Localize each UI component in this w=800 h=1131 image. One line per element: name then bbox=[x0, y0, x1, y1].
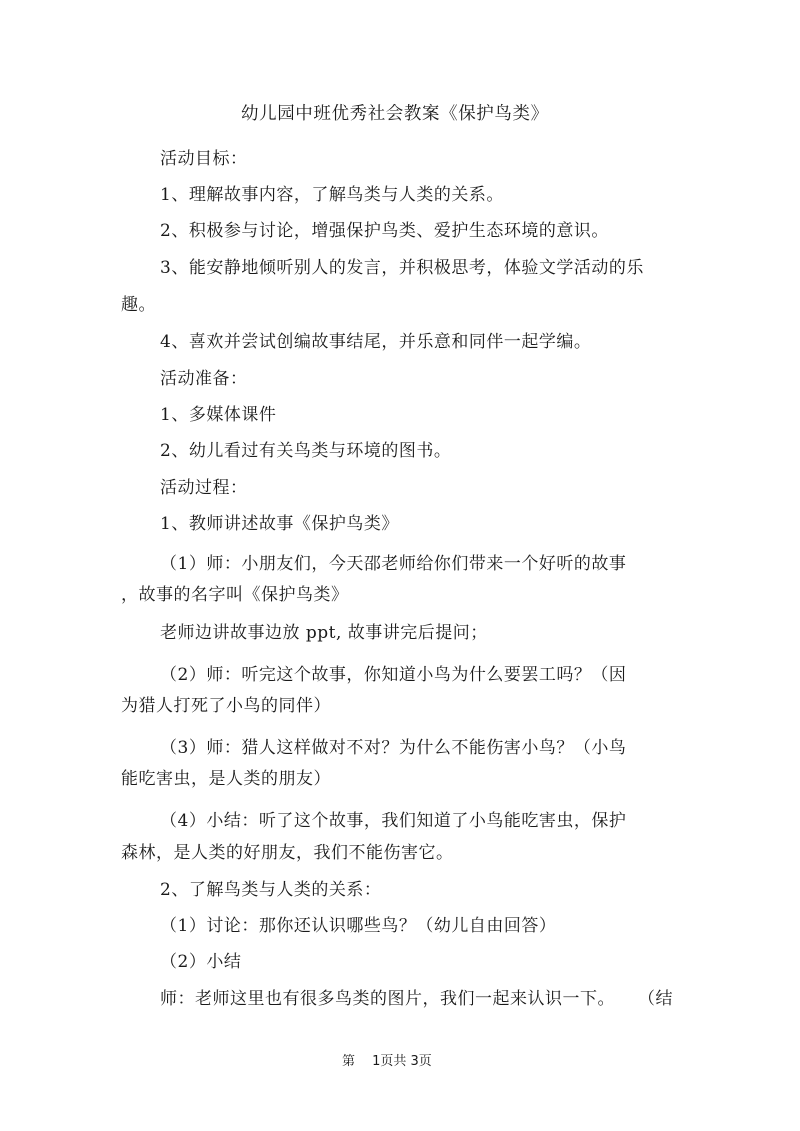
process-item-2-step-1: （1）讨论：那你还认识哪些鸟？（幼儿自由回答） bbox=[160, 916, 557, 936]
teacher-remark-tail: （结 bbox=[638, 989, 673, 1009]
objective-item-2: 2、积极参与讨论，增强保护鸟类、爱护生态环境的意识。 bbox=[160, 221, 609, 241]
teacher-remark: 师：老师这里也有很多鸟类的图片，我们一起来认识一下。 bbox=[160, 989, 615, 1009]
document-title: 幼儿园中班优秀社会教案《保护鸟类》 bbox=[241, 104, 549, 124]
process-item-2-step-2: （2）小结 bbox=[160, 952, 242, 972]
objective-item-3: 3、能安静地倾听别人的发言，并积极思考，体验文学活动的乐 bbox=[160, 258, 644, 278]
process-note: 老师边讲故事边放 ppt, 故事讲完后提问； bbox=[160, 623, 488, 643]
process-step-1-continued: ，故事的名字叫《保护鸟类》 bbox=[121, 585, 349, 605]
process-step-2: （2）师：听完这个故事，你知道小鸟为什么要罢工吗？（因 bbox=[160, 665, 627, 685]
section-heading-preparation: 活动准备： bbox=[160, 369, 248, 389]
process-step-1: （1）师：小朋友们，今天邵老师给你们带来一个好听的故事 bbox=[160, 554, 627, 574]
preparation-item-1: 1、多媒体课件 bbox=[160, 405, 277, 425]
objective-item-1: 1、理解故事内容，了解鸟类与人类的关系。 bbox=[160, 185, 504, 205]
page-footer: 第 1页共 3页 bbox=[342, 1054, 432, 1069]
process-step-2-continued: 为猎人打死了小鸟的同伴） bbox=[121, 696, 331, 716]
objective-item-3-continued: 趣。 bbox=[121, 295, 156, 315]
process-step-3-continued: 能吃害虫，是人类的朋友） bbox=[121, 769, 331, 789]
process-item-1: 1、教师讲述故事《保护鸟类》 bbox=[160, 514, 399, 534]
objective-item-4: 4、喜欢并尝试创编故事结尾，并乐意和同伴一起学编。 bbox=[160, 332, 592, 352]
process-item-2: 2、了解鸟类与人类的关系： bbox=[160, 880, 382, 900]
process-step-4-continued: 森林，是人类的好朋友，我们不能伤害它。 bbox=[121, 843, 454, 863]
section-heading-process: 活动过程： bbox=[160, 478, 248, 498]
preparation-item-2: 2、幼儿看过有关鸟类与环境的图书。 bbox=[160, 441, 452, 461]
process-step-3: （3）师：猎人这样做对不对？为什么不能伤害小鸟？（小鸟 bbox=[160, 738, 627, 758]
section-heading-objectives: 活动目标： bbox=[160, 149, 248, 169]
process-step-4: （4）小结：听了这个故事，我们知道了小鸟能吃害虫，保护 bbox=[160, 811, 627, 831]
